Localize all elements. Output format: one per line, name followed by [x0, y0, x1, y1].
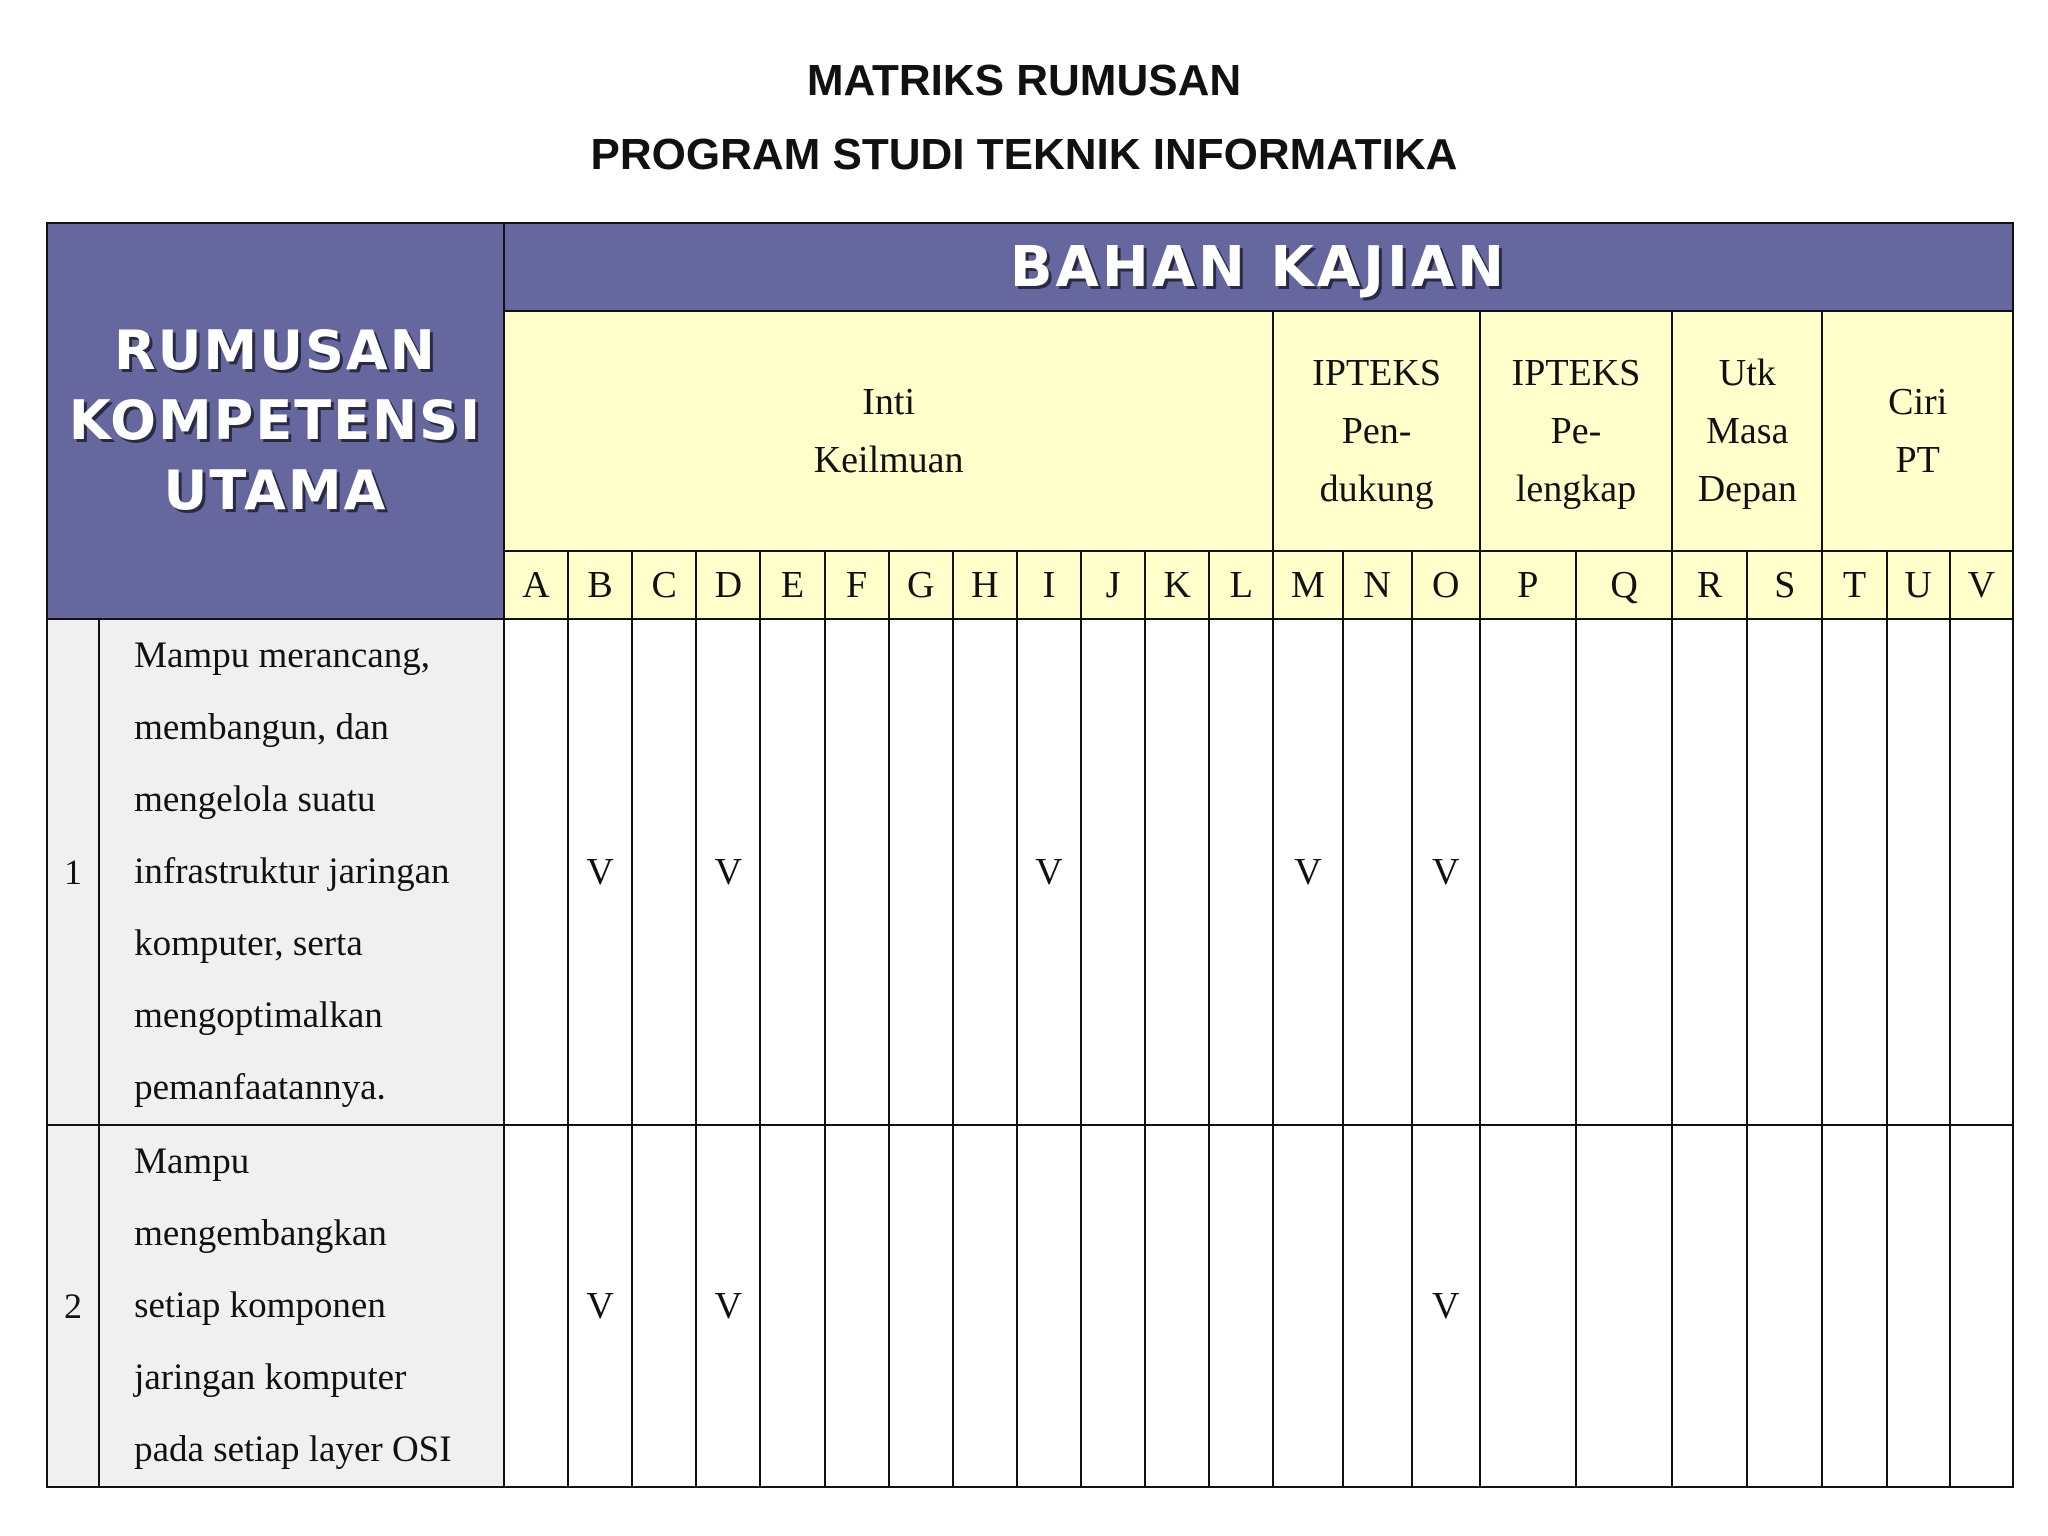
group-header-line: Masa [1706, 410, 1789, 452]
competency-line: mengoptimalkan [134, 995, 383, 1036]
matrix-cell: V [568, 619, 632, 1125]
column-header: L [1209, 551, 1273, 619]
group-header-line: Inti [862, 381, 916, 423]
matrix-cell [1887, 1125, 1950, 1487]
matrix-cell [1822, 619, 1886, 1125]
matrix-cell [889, 1125, 953, 1487]
column-header: U [1887, 551, 1950, 619]
matrix-cell: V [696, 1125, 760, 1487]
group-header-line: Depan [1697, 468, 1797, 510]
matrix-cell [1950, 1125, 2013, 1487]
matrix-cell [1209, 619, 1273, 1125]
matrix-cell [1209, 1125, 1273, 1487]
column-header: V [1950, 551, 2013, 619]
matrix-cell [1081, 619, 1145, 1125]
column-header: Q [1576, 551, 1672, 619]
title-line-1: MATRIKS RUMUSAN [806, 56, 1242, 105]
header-row-main [47, 223, 2013, 311]
group-header-line: IPTEKS [1511, 352, 1641, 394]
column-header: D [696, 551, 760, 619]
column-header: K [1145, 551, 1209, 619]
group-header-line: Ciri [1888, 381, 1948, 423]
matrix-cell [632, 619, 696, 1125]
matrix-cell: V [1412, 1125, 1480, 1487]
matrix-cell: V [696, 619, 760, 1125]
competency-description [99, 1125, 504, 1487]
column-header: A [504, 551, 568, 619]
column-header: F [825, 551, 889, 619]
competency-line: jaringan komputer [134, 1357, 407, 1398]
group-header [1273, 311, 1479, 551]
matrix-cell [1576, 619, 1672, 1125]
group-header [504, 311, 1274, 551]
matrix-cell [825, 619, 889, 1125]
matrix-cell [1576, 1125, 1672, 1487]
matrix-cell [953, 1125, 1017, 1487]
table-row [47, 619, 2013, 1125]
matrix-cell: V [1017, 619, 1081, 1125]
bahan-kajian-header: BAHAN KAJIAN [504, 223, 2013, 311]
competency-line: setiap komponen [134, 1285, 386, 1326]
column-header: M [1273, 551, 1342, 619]
competency-line: infrastruktur jaringan [134, 851, 450, 892]
competency-line: pemanfaatannya. [134, 1067, 386, 1108]
matrix-cell [1145, 1125, 1209, 1487]
column-header: R [1672, 551, 1747, 619]
matrix-cell [1887, 619, 1950, 1125]
column-header: H [953, 551, 1017, 619]
matrix-cell: V [1273, 619, 1342, 1125]
group-header [1672, 311, 1822, 551]
column-header: J [1081, 551, 1145, 619]
competency-line: pada setiap layer OSI [134, 1429, 452, 1470]
competency-line: komputer, serta [134, 923, 363, 964]
matrix-cell [1343, 1125, 1412, 1487]
row-number: 2 [47, 1125, 99, 1487]
document-title [0, 44, 2048, 192]
matrix-cell [1672, 619, 1747, 1125]
competency-line: membangun, dan [134, 707, 389, 748]
matrix-cell [1145, 619, 1209, 1125]
competency-line: Mampu merancang, [134, 635, 430, 676]
matrix-cell [1480, 1125, 1576, 1487]
matrix-cell: V [1412, 619, 1480, 1125]
column-header: G [889, 551, 953, 619]
matrix-cell [1950, 619, 2013, 1125]
column-header: T [1822, 551, 1886, 619]
group-header-line: Utk [1718, 352, 1776, 394]
corner-line: KOMPETENSI [68, 389, 483, 452]
group-header-line: Pen- [1341, 410, 1412, 452]
matrix-cell [1747, 619, 1822, 1125]
matrix-cell [504, 1125, 568, 1487]
column-header: B [568, 551, 632, 619]
column-header: C [632, 551, 696, 619]
group-header [1480, 311, 1672, 551]
group-header [1822, 311, 2013, 551]
matrix-cell [632, 1125, 696, 1487]
group-header-line: Keilmuan [813, 439, 964, 481]
matrix-cell [760, 1125, 824, 1487]
competency-matrix-table [46, 222, 2014, 1488]
table-row [47, 1125, 2013, 1487]
matrix-cell [889, 619, 953, 1125]
competency-description [99, 619, 504, 1125]
column-header: P [1480, 551, 1576, 619]
group-header-line: PT [1895, 439, 1940, 481]
matrix-cell [1081, 1125, 1145, 1487]
column-header: E [760, 551, 824, 619]
group-header-line: Pe- [1550, 410, 1602, 452]
corner-line: RUMUSAN [113, 319, 437, 382]
matrix-cell [825, 1125, 889, 1487]
competency-line: mengelola suatu [134, 779, 376, 820]
competency-line: mengembangkan [134, 1213, 387, 1254]
matrix-cell [1822, 1125, 1886, 1487]
matrix-cell [1017, 1125, 1081, 1487]
group-header-line: IPTEKS [1312, 352, 1441, 394]
matrix-cell [504, 619, 568, 1125]
matrix-cell [1747, 1125, 1822, 1487]
competency-line: Mampu [134, 1141, 250, 1182]
column-header: S [1747, 551, 1822, 619]
matrix-cell [760, 619, 824, 1125]
column-header: O [1412, 551, 1480, 619]
matrix-cell [1672, 1125, 1747, 1487]
group-header-line: dukung [1319, 468, 1434, 510]
matrix-cell [953, 619, 1017, 1125]
matrix-cell [1273, 1125, 1342, 1487]
corner-line: UTAMA [163, 459, 388, 522]
row-number: 1 [47, 619, 99, 1125]
group-header-line: lengkap [1515, 468, 1637, 510]
rumusan-kompetensi-header [47, 223, 504, 619]
matrix-cell [1343, 619, 1412, 1125]
title-line-2: PROGRAM STUDI TEKNIK INFORMATIKA [590, 130, 1458, 179]
matrix-cell: V [568, 1125, 632, 1487]
matrix-cell [1480, 619, 1576, 1125]
column-header: N [1343, 551, 1412, 619]
column-header: I [1017, 551, 1081, 619]
